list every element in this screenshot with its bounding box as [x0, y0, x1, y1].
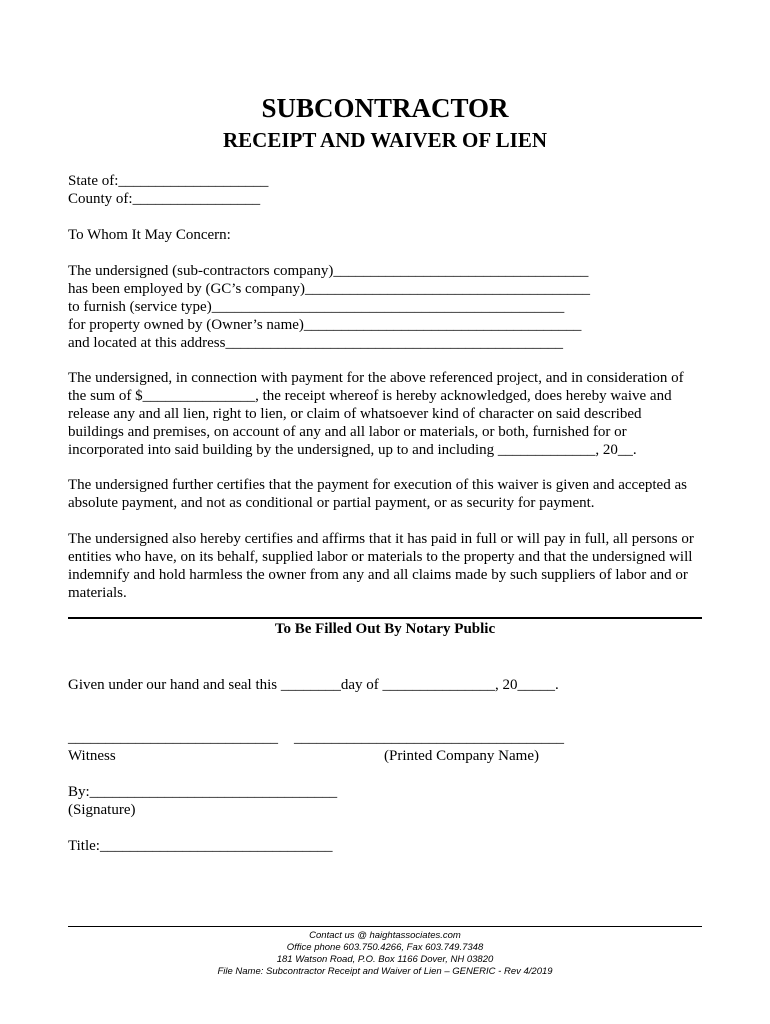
section-divider [68, 617, 702, 619]
footer-filename: File Name: Subcontractor Receipt and Waiver of Lien – GENERIC - Rev 4/2019 [217, 966, 553, 977]
notary-heading: To Be Filled Out By Notary Public [274, 621, 496, 637]
gc-company-field: has been employed by (GC’s company)______________________________________ [68, 281, 591, 297]
waiver-paragraph: The undersigned, in connection with payment for the above referenced project, and in consideration of the sum of $_______________, the receipt whereof is hereby acknowledged, does hereby waive and release any and all lien, right to lien, or claim of whatsoever kind of character on said described buildings and premises, on account of any and all labor or materials, or both, furnished for or incorporated into said building by the undersigned, up to and including _____________, 20__. [68, 370, 684, 458]
footer [0, 930, 770, 978]
document-subtitle: RECEIPT AND WAIVER OF LIEN [222, 128, 547, 152]
indemnity-paragraph: The undersigned also hereby certifies and affirms that it has paid in full or will pay in full, all persons or entities who have, on its behalf, supplied labor or materials to the property and that the undersigned will indemnify and hold harmless the owner from any and all claims made by such suppliers of labor and or materials. [68, 531, 694, 601]
signature-label: (Signature) [68, 802, 136, 818]
footer-divider [68, 926, 702, 927]
by-signature-field: By:_________________________________ [68, 784, 338, 800]
footer-contact: Contact us @ haightassociates.com [309, 930, 461, 941]
footer-address: 181 Watson Road, P.O. Box 1166 Dover, NH 03820 [276, 954, 494, 965]
company-name-blank: ____________________________________ [294, 730, 564, 746]
state-field: State of:____________________ [68, 173, 269, 189]
owner-name-field: for property owned by (Owner’s name)_____________________________________ [68, 317, 582, 333]
witness-label: Witness [68, 748, 116, 764]
county-field: County of:_________________ [68, 191, 261, 207]
printed-company-name-label: (Printed Company Name) [384, 748, 539, 764]
witness-signature-blank: ____________________________ [68, 730, 278, 746]
document-title: SUBCONTRACTOR [261, 93, 509, 123]
subcontractor-company-field: The undersigned (sub-contractors company)__________________________________ [68, 263, 589, 279]
service-type-field: to furnish (service type)_______________________________________________ [68, 299, 565, 315]
title-field: Title:_______________________________ [68, 838, 333, 854]
salutation: To Whom It May Concern: [68, 227, 231, 243]
footer-phone: Office phone 603.750.4266, Fax 603.749.7348 [286, 942, 484, 953]
address-field: and located at this address_____________________________________________ [68, 335, 563, 351]
given-under-hand-line: Given under our hand and seal this ________day of _______________, 20_____. [68, 677, 559, 693]
certification-paragraph: The undersigned further certifies that the payment for execution of this waiver is given and accepted as absolute payment, and not as conditional or partial payment, or as security for payment. [68, 477, 687, 511]
